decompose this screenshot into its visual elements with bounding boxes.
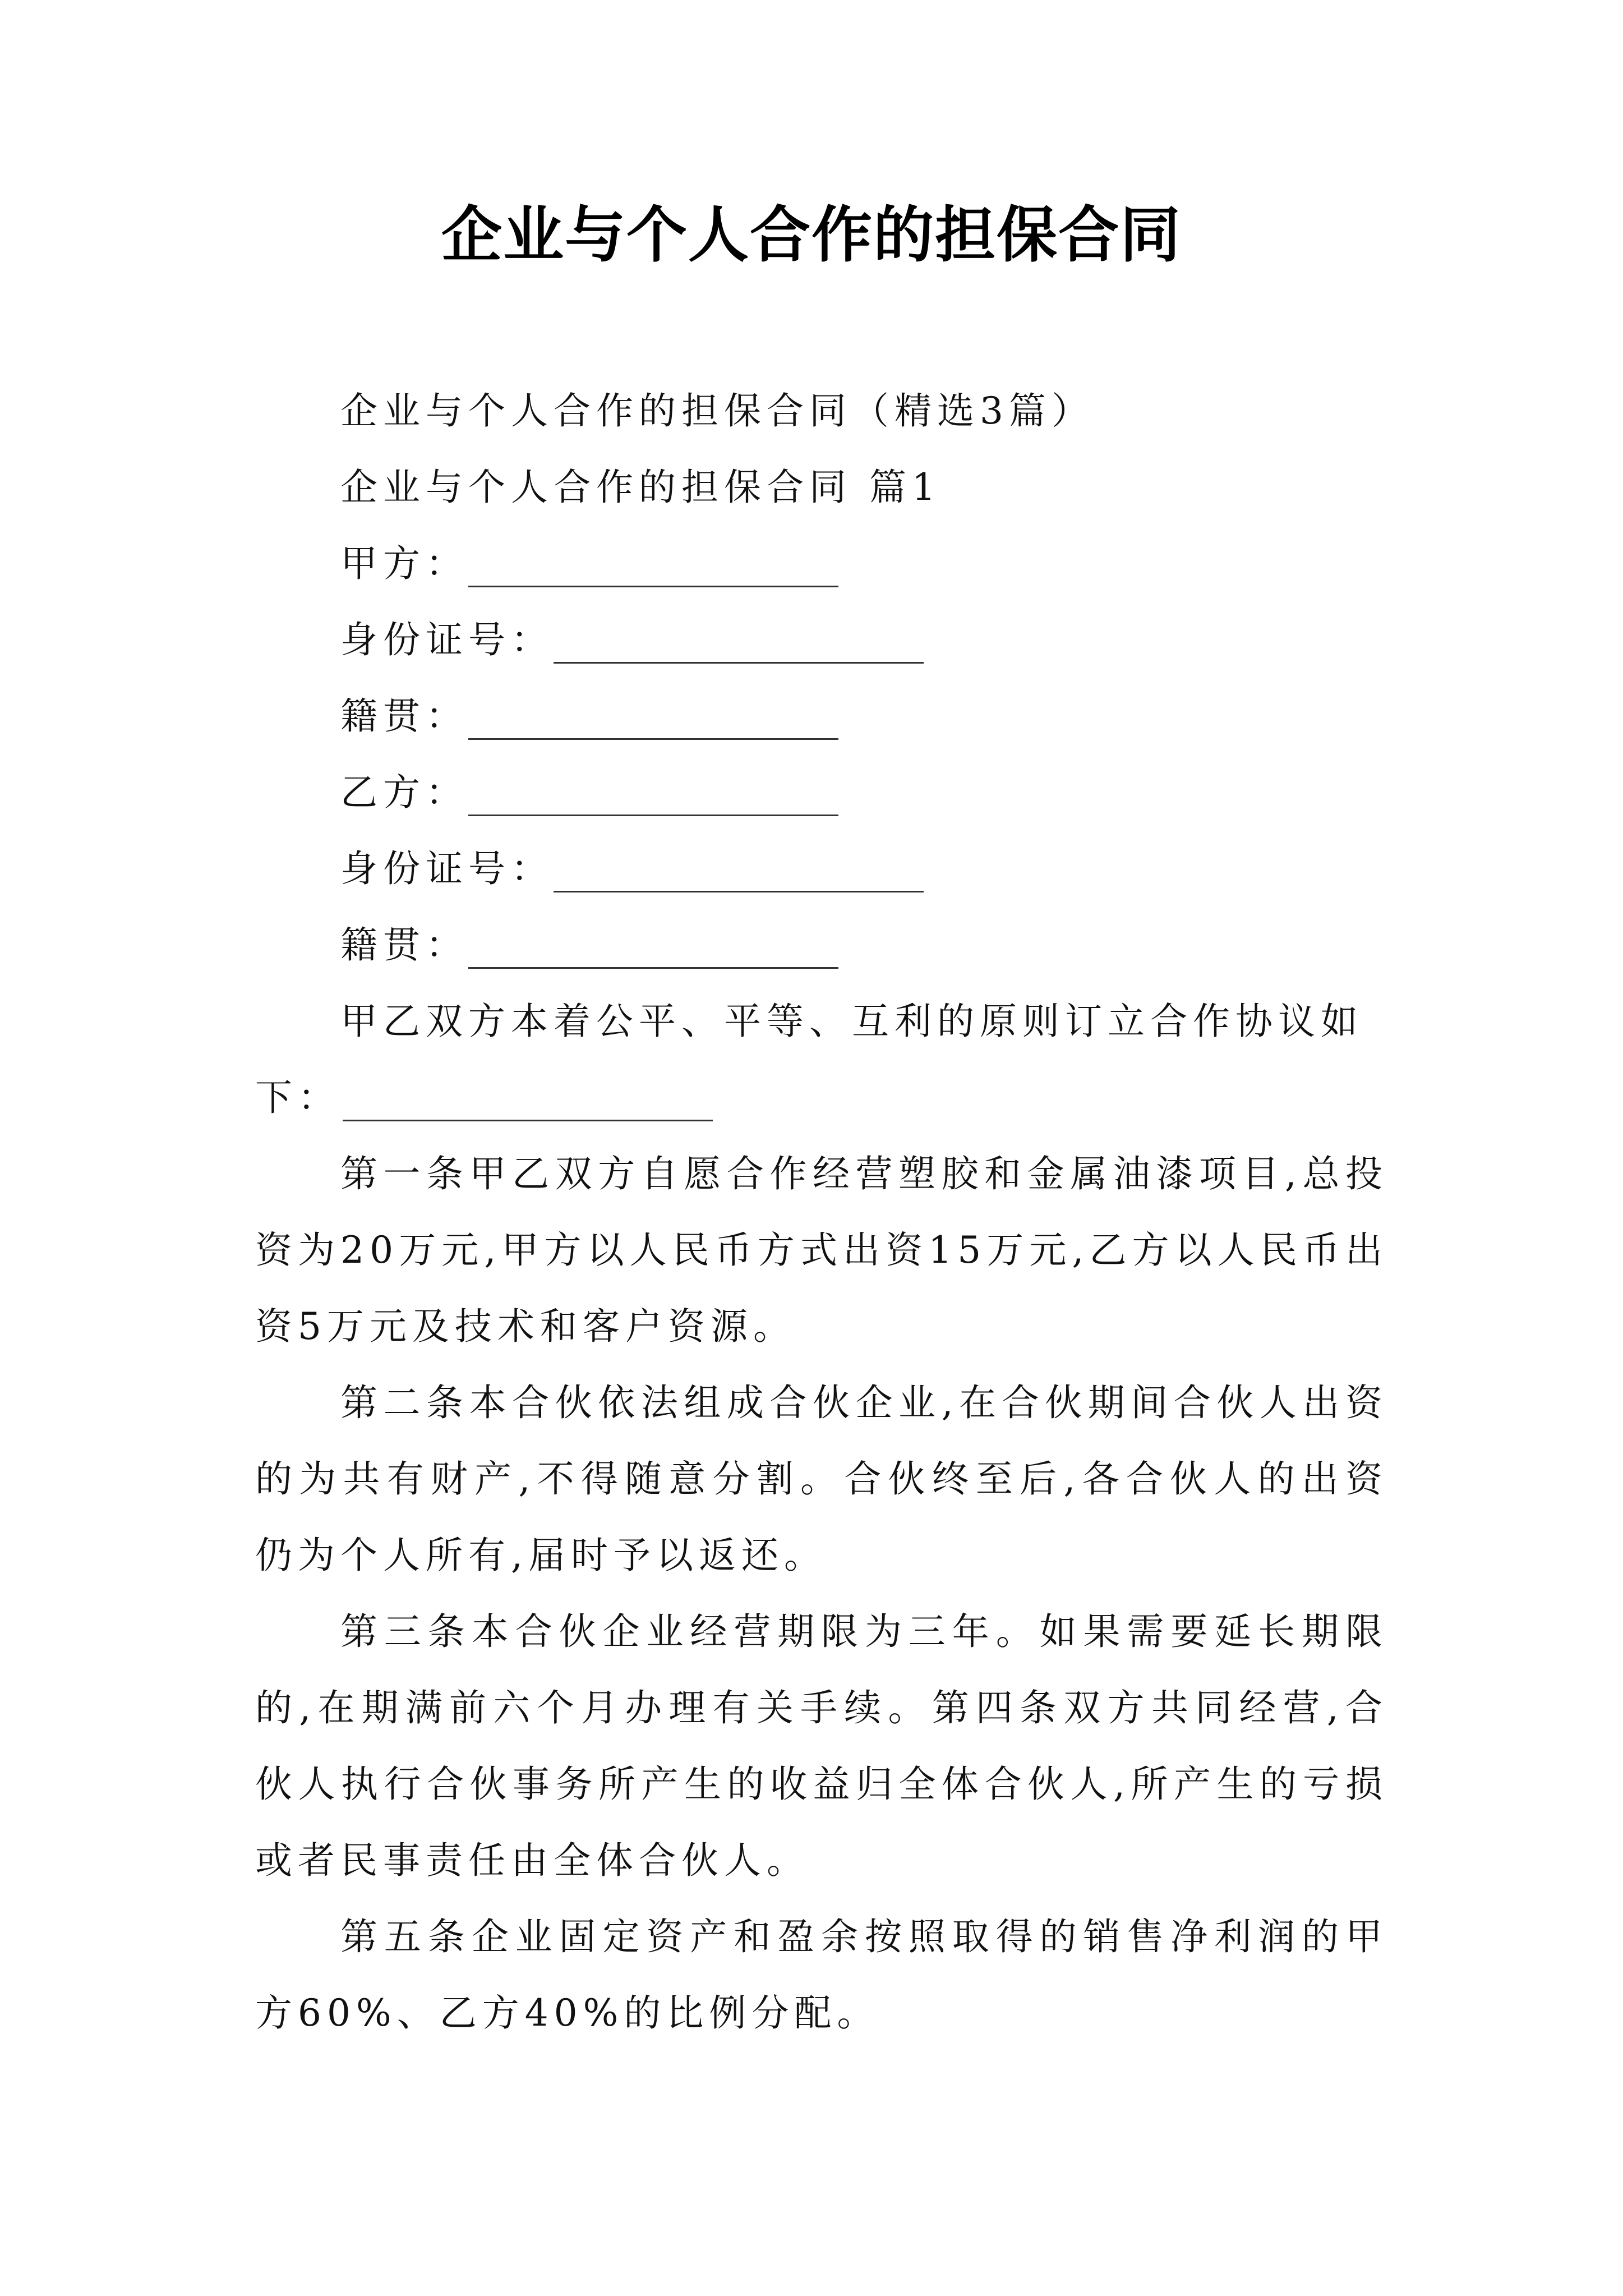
section-heading-line xyxy=(255,449,1388,526)
intro-text-1: 甲乙双方本着公平、平等、互利的原则订立合作协议如 xyxy=(340,1000,1363,1043)
intro-line-1 xyxy=(255,983,1388,1060)
party-b-label: 乙方： xyxy=(340,771,468,814)
article-paragraph-2: 第二条本合伙依法组成合伙企业,在合伙期间合伙人出资的为共有财产,不得随意分割。合伙终至后,各合伙人的出资仍为个人所有,届时予以返还。 xyxy=(255,1381,1388,1577)
party-a-id-blank[interactable] xyxy=(554,602,924,678)
party-a-field xyxy=(255,526,1388,602)
article-paragraph-4: 第五条企业固定资产和盈余按照取得的销售净利润的甲方60%、乙方40%的比例分配。 xyxy=(255,1915,1388,2035)
party-b-origin-label: 籍贯： xyxy=(340,923,468,967)
party-b-blank[interactable] xyxy=(468,754,838,831)
party-b-id-blank[interactable] xyxy=(554,831,924,907)
party-a-label: 甲方： xyxy=(340,542,468,585)
intro-line-2 xyxy=(255,1060,1388,1136)
subtitle-line xyxy=(255,373,1388,449)
article-paragraph-1: 第一条甲乙双方自愿合作经营塑胶和金属油漆项目,总投资为20万元,甲方以人民币方式出资15万元,乙方以人民币出资5万元及技术和客户资源。 xyxy=(255,1152,1388,1348)
party-b-origin-field xyxy=(255,907,1388,983)
section-heading: 企业与个人合作的担保合同 篇1 xyxy=(340,466,941,509)
party-a-origin-blank[interactable] xyxy=(468,678,838,754)
party-a-id-field xyxy=(255,602,1388,678)
party-a-origin-field xyxy=(255,678,1388,754)
party-b-id-field xyxy=(255,831,1388,907)
party-a-id-label: 身份证号： xyxy=(340,618,554,661)
document-body xyxy=(255,373,1388,2051)
intro-text-2: 下： xyxy=(255,1076,340,1119)
party-a-blank[interactable] xyxy=(468,526,838,602)
intro-blank[interactable] xyxy=(343,1060,713,1136)
party-b-id-label: 身份证号： xyxy=(340,847,554,890)
article-paragraph-3: 第三条本合伙企业经营期限为三年。如果需要延长期限的,在期满前六个月办理有关手续。第四条双方共同经营,合伙人执行合伙事务所产生的收益归全体合伙人,所产生的亏损或者民事责任由全体合伙人。 xyxy=(255,1610,1388,1882)
document-title: 企业与个人合作的担保合同 xyxy=(441,200,1182,270)
party-a-origin-label: 籍贯： xyxy=(340,694,468,738)
party-b-origin-blank[interactable] xyxy=(468,907,838,983)
document-subtitle: 企业与个人合作的担保合同（精选3篇） xyxy=(340,389,1094,432)
party-b-field xyxy=(255,754,1388,831)
